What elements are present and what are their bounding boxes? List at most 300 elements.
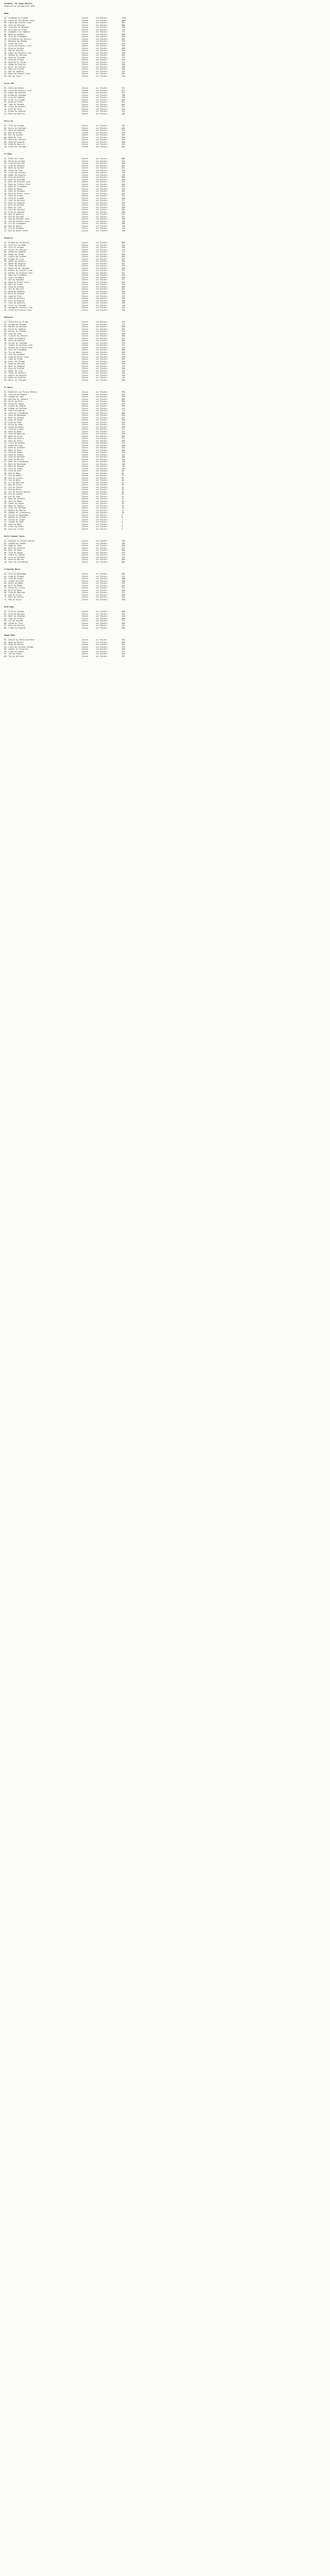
points-label: xx) Points: — [96, 38, 108, 40]
score-label: (Score — [81, 244, 88, 246]
entry-name: 50. Nova by Zodiac — [4, 504, 24, 507]
points-value: 561 — [122, 262, 125, 265]
entry-name: 22. Drift by Vectors — [4, 65, 26, 68]
points-label: xx) Points: — [96, 332, 108, 335]
score-label: (Score — [81, 484, 88, 486]
points-value: 911 — [122, 87, 125, 89]
points-value: 412 — [122, 556, 125, 558]
points-value: 850 — [122, 400, 125, 402]
points-value: 461 — [122, 643, 125, 646]
points-label: xx) Points: — [96, 509, 108, 512]
entry-name: 23. Moon by Exceed — [4, 68, 24, 70]
score-label: (Score — [81, 512, 88, 514]
points-value: 180 — [122, 299, 125, 302]
points-label: xx) Points: — [96, 442, 108, 444]
points-value: 655 — [122, 328, 125, 330]
score-label: (Score — [81, 518, 88, 521]
score-label: (Score — [81, 246, 88, 248]
points-label: xx) Points: — [96, 582, 108, 584]
points-value: 377 — [122, 437, 125, 439]
score-label: (Score — [81, 337, 88, 340]
entry-name: 03. Flow by Halcyon — [4, 162, 25, 164]
score-label: (Score — [81, 63, 88, 65]
points-label: xx) Points: — [96, 626, 108, 629]
points-value: 300 — [122, 444, 125, 447]
points-value: 400 — [122, 197, 125, 199]
points-value: 244 — [122, 70, 125, 73]
points-value: 281 — [122, 288, 125, 290]
entry-name: 01. Tiny by Orange — [4, 125, 24, 127]
section-rule: --------- — [4, 84, 14, 87]
entry-name: 18. Pearl by Orange — [4, 360, 25, 363]
points-value: 665 — [122, 127, 125, 129]
points-value: 35 — [122, 486, 124, 488]
points-value: 60 — [122, 477, 124, 479]
entry-name: 01. Clip by Orange — [4, 611, 24, 613]
score-label: (Score — [81, 304, 88, 307]
points-label: xx) Points: — [96, 172, 108, 174]
points-label: xx) Points: — [96, 96, 108, 98]
score-label: (Score — [81, 283, 88, 285]
points-value: 282 — [122, 209, 125, 211]
entry-name: 27. Ash by Psychic Link — [4, 218, 29, 220]
points-label: xx) Points: — [96, 587, 108, 589]
points-label: xx) Points: — [96, 355, 108, 358]
points-value: 470 — [122, 342, 125, 344]
entry-name: 24. Lamp by Tran — [4, 295, 22, 297]
points-value: 688 — [122, 176, 125, 178]
points-value: 590 — [122, 131, 125, 134]
points-value: 200 — [122, 367, 125, 369]
points-label: xx) Points: — [96, 174, 108, 176]
score-label: (Score — [81, 59, 88, 61]
entry-name: 05. Ditty by Moby — [4, 582, 23, 584]
points-label: xx) Points: — [96, 611, 108, 613]
entry-name: 08. Dope by Complex — [4, 33, 25, 36]
points-label: xx) Points: — [96, 589, 108, 591]
points-value: 433 — [122, 195, 125, 197]
entry-name: 10. Calm by Lizardking — [4, 412, 28, 414]
entry-name: 20. Wave by Siren — [4, 435, 23, 437]
score-label: (Score — [81, 164, 88, 167]
points-label: xx) Points: — [96, 195, 108, 197]
score-label: (Score — [81, 197, 88, 199]
score-label: (Score — [81, 265, 88, 267]
points-label: xx) Points: — [96, 620, 108, 622]
entry-name: 39. Yew by Nuke — [4, 479, 21, 481]
entry-name: 02. Portrait by Made — [4, 244, 26, 246]
points-label: xx) Points: — [96, 59, 108, 61]
points-value: 720 — [122, 174, 125, 176]
score-label: (Score — [81, 22, 88, 24]
score-label: (Score — [81, 582, 88, 584]
points-label: xx) Points: — [96, 556, 108, 558]
points-value: 400 — [122, 276, 125, 279]
score-label: (Score — [81, 178, 88, 181]
score-label: (Score — [81, 17, 88, 19]
score-label: (Score — [81, 31, 88, 33]
points-value: 866 — [122, 24, 125, 26]
points-value: 322 — [122, 442, 125, 444]
points-label: xx) Points: — [96, 323, 108, 326]
points-value: 884 — [122, 398, 125, 400]
score-label: (Score — [81, 258, 88, 260]
points-value: 222 — [122, 365, 125, 367]
points-label: xx) Points: — [96, 267, 108, 269]
points-label: xx) Points: — [96, 40, 108, 42]
points-label: xx) Points: — [96, 211, 108, 213]
points-label: xx) Points: — [96, 309, 108, 311]
section-rule: -------- — [4, 239, 13, 242]
points-label: xx) Points: — [96, 426, 108, 428]
entry-name: 22. Amber by Tran — [4, 369, 23, 372]
entry-name: 19. Leaf by Halcyon — [4, 199, 25, 201]
points-label: xx) Points: — [96, 112, 108, 115]
score-label: (Score — [81, 591, 88, 594]
entry-name: 19. Ruby by Halcyon — [4, 363, 25, 365]
points-value: 122 — [122, 227, 125, 229]
score-label: (Score — [81, 290, 88, 293]
points-value: 531 — [122, 337, 125, 340]
entry-name: 02. Legend by Skaven — [4, 542, 26, 545]
score-label: (Score — [81, 143, 88, 145]
points-value: 180 — [122, 220, 125, 223]
points-label: xx) Points: — [96, 225, 108, 227]
entry-name: 57. Cosmos by Kfmf — [4, 521, 24, 523]
entry-name: 13. Sway by Teque — [4, 419, 23, 421]
entry-name: 06. Crown by Abyss — [4, 650, 24, 653]
result-line — [4, 599, 326, 601]
points-value: 300 — [122, 63, 125, 65]
entry-name: 08. Echoes by Hoffman — [4, 407, 27, 410]
score-label: (Score — [81, 190, 88, 192]
entry-name: 26. Elm by Cascada — [4, 215, 24, 218]
entry-name: 25. Mono by Plastic Form — [4, 73, 30, 75]
points-label: xx) Points: — [96, 639, 108, 641]
score-label: (Score — [81, 45, 88, 47]
points-value: 322 — [122, 624, 125, 626]
score-label: (Score — [81, 615, 88, 617]
points-value: 45 — [122, 481, 124, 484]
points-value: 744 — [122, 248, 125, 251]
entry-name: 02. Sunrise by Skaven — [4, 393, 27, 396]
points-label: xx) Points: — [96, 106, 108, 108]
points-value: 90 — [122, 470, 124, 472]
score-label: (Score — [81, 134, 88, 136]
points-value: 812 — [122, 402, 125, 405]
entry-name: 07. Frost by Vectors — [4, 172, 26, 174]
result-line — [4, 113, 326, 115]
score-label: (Score — [81, 355, 88, 358]
points-label: xx) Points: — [96, 22, 108, 24]
entry-name: 05. Live by Complex — [4, 96, 25, 98]
score-label: (Score — [81, 622, 88, 624]
points-value: 331 — [122, 353, 125, 355]
entry-name: 30. Bay by Nooon — [4, 225, 22, 227]
entry-name: 26. Dawn by Dune — [4, 449, 22, 451]
points-label: xx) Points: — [96, 229, 108, 232]
score-label: (Score — [81, 172, 88, 174]
entry-name: 09. Ping by Maelcum — [4, 591, 25, 594]
points-value: 420 — [122, 433, 125, 435]
entry-name: 21. Mist by Chorus — [4, 437, 24, 439]
score-label: (Score — [81, 323, 88, 326]
points-label: xx) Points: — [96, 87, 108, 89]
points-label: xx) Points: — [96, 372, 108, 374]
score-label: (Score — [81, 490, 88, 493]
score-label: (Score — [81, 332, 88, 335]
entry-name: 37. Elm by Radix — [4, 474, 22, 477]
section-title: 4-Channel Music — [4, 568, 21, 570]
points-value: 578 — [122, 40, 125, 42]
points-label: xx) Points: — [96, 209, 108, 211]
points-label: xx) Points: — [96, 398, 108, 400]
score-label: (Score — [81, 24, 88, 26]
score-label: (Score — [81, 363, 88, 365]
result-line — [4, 230, 326, 232]
entry-name: 01. Dragon by Visualize — [4, 242, 29, 244]
points-label: xx) Points: — [96, 502, 108, 504]
entry-name: 08. Ember by Digital — [4, 174, 26, 176]
score-label: (Score — [81, 160, 88, 162]
points-label: xx) Points: — [96, 28, 108, 31]
points-value: 500 — [122, 267, 125, 269]
points-value: 140 — [122, 463, 125, 465]
entry-name: 34. Fern by Teque — [4, 467, 23, 470]
points-value: 402 — [122, 54, 125, 56]
entry-name: 24. Quartz by Digital — [4, 374, 27, 377]
points-label: xx) Points: — [96, 288, 108, 290]
points-label: xx) Points: — [96, 73, 108, 75]
document-title: Assembly '96 Compo Results — [4, 3, 32, 5]
entry-name: 07. Cyboman 3 by Complex — [4, 31, 30, 33]
points-label: xx) Points: — [96, 367, 108, 369]
entry-name: 02. Stash by The Black Lotus — [4, 19, 35, 22]
score-label: (Score — [81, 405, 88, 407]
entry-name: 45. Sea by Skaven — [4, 493, 23, 495]
score-label: (Score — [81, 256, 88, 258]
score-label: (Score — [81, 215, 88, 218]
points-label: xx) Points: — [96, 293, 108, 295]
points-label: xx) Points: — [96, 467, 108, 470]
points-label: xx) Points: — [96, 523, 108, 526]
points-label: xx) Points: — [96, 56, 108, 59]
entry-name: 01. Orbit by Prime — [4, 158, 24, 160]
points-value: 50 — [122, 479, 124, 481]
score-label: (Score — [81, 620, 88, 622]
entry-name: 42. Ivy by Chorus — [4, 486, 23, 488]
points-value: 400 — [122, 617, 125, 620]
points-label: xx) Points: — [96, 68, 108, 70]
entry-name: 04. Jingle by Kfmf — [4, 580, 24, 582]
score-label: (Score — [81, 65, 88, 68]
entry-name: 28. Sand by Zodiac — [4, 453, 24, 456]
points-label: xx) Points: — [96, 269, 108, 272]
score-label: (Score — [81, 423, 88, 426]
score-label: (Score — [81, 279, 88, 281]
score-label: (Score — [81, 272, 88, 274]
section-rule: --------------- — [4, 570, 21, 573]
points-label: xx) Points: — [96, 162, 108, 164]
points-label: xx) Points: — [96, 528, 108, 530]
points-label: xx) Points: — [96, 433, 108, 435]
points-label: xx) Points: — [96, 400, 108, 402]
points-value: 288 — [122, 65, 125, 68]
results-section — [4, 82, 326, 115]
result-line — [4, 528, 326, 531]
score-label: (Score — [81, 335, 88, 337]
points-value: 874 — [122, 89, 125, 92]
points-value: 400 — [122, 435, 125, 437]
score-label: (Score — [81, 229, 88, 232]
score-label: (Score — [81, 96, 88, 98]
score-label: (Score — [81, 447, 88, 449]
points-label: xx) Points: — [96, 206, 108, 209]
entry-name: 10. Ultraforce by Vectors — [4, 38, 31, 40]
points-value: 350 — [122, 281, 125, 283]
points-value: 461 — [122, 192, 125, 195]
section-title: Wild Demo — [4, 606, 14, 608]
results-section — [4, 12, 326, 77]
score-label: (Score — [81, 28, 88, 31]
score-label: (Score — [81, 201, 88, 204]
points-label: xx) Points: — [96, 439, 108, 442]
points-label: xx) Points: — [96, 248, 108, 251]
entry-name: 07. Groove by Zodiac — [4, 405, 26, 407]
score-label: (Score — [81, 176, 88, 178]
score-label: (Score — [81, 253, 88, 256]
score-label: (Score — [81, 624, 88, 626]
points-label: xx) Points: — [96, 449, 108, 451]
points-label: xx) Points: — [96, 70, 108, 73]
points-label: xx) Points: — [96, 197, 108, 199]
score-label: (Score — [81, 589, 88, 591]
score-label: (Score — [81, 421, 88, 423]
entry-name: 31. Root by Lizardking — [4, 461, 28, 463]
points-label: xx) Points: — [96, 498, 108, 500]
score-label: (Score — [81, 578, 88, 580]
points-label: xx) Points: — [96, 573, 108, 575]
score-label: (Score — [81, 437, 88, 439]
points-label: xx) Points: — [96, 283, 108, 285]
points-value: 500 — [122, 340, 125, 342]
entry-name: 12. Fount by Tran — [4, 42, 23, 45]
entry-name: 07. Fable by Zodiac — [4, 554, 25, 556]
points-value: 160 — [122, 372, 125, 374]
document-header — [4, 3, 326, 7]
entry-name: 29. Fir by Flashback — [4, 223, 26, 225]
entry-name: 31. Ivy by Oxygene — [4, 227, 24, 229]
entry-name: 03. City by Orange — [4, 246, 24, 248]
score-label: (Score — [81, 321, 88, 323]
result-line — [4, 309, 326, 312]
score-label: (Score — [81, 344, 88, 346]
score-label: (Score — [81, 125, 88, 127]
points-label: xx) Points: — [96, 470, 108, 472]
score-label: (Score — [81, 617, 88, 620]
points-label: xx) Points: — [96, 185, 108, 188]
points-value: 650 — [122, 414, 125, 416]
points-value: 433 — [122, 646, 125, 648]
entry-name: 33. Moss by Elwood — [4, 465, 24, 467]
points-value: 222 — [122, 295, 125, 297]
results-section — [4, 568, 326, 601]
points-value: 711 — [122, 410, 125, 412]
points-label: xx) Points: — [96, 302, 108, 304]
entry-name: 20. Opal by Complex — [4, 365, 25, 367]
points-value: 755 — [122, 172, 125, 174]
score-label: (Score — [81, 40, 88, 42]
points-label: xx) Points: — [96, 281, 108, 283]
score-label: (Score — [81, 461, 88, 463]
points-value: 5 — [122, 523, 123, 526]
entry-name: 23. Fern by Vectors — [4, 209, 25, 211]
points-label: xx) Points: — [96, 199, 108, 201]
points-value: 982 — [122, 22, 125, 24]
points-value: 520 — [122, 188, 125, 190]
points-label: xx) Points: — [96, 490, 108, 493]
points-label: xx) Points: — [96, 169, 108, 172]
points-value: 590 — [122, 419, 125, 421]
points-label: xx) Points: — [96, 444, 108, 447]
points-value: 590 — [122, 542, 125, 545]
score-label: (Score — [81, 75, 88, 77]
entry-name: 13. Iron by Flashback — [4, 349, 27, 351]
points-label: xx) Points: — [96, 456, 108, 458]
entry-name: 19. Wolf by Prime — [4, 283, 23, 285]
points-value: 683 — [122, 253, 125, 256]
points-value: 640 — [122, 36, 125, 38]
points-value: 388 — [122, 558, 125, 561]
section-rule: -------- — [4, 122, 13, 125]
points-label: xx) Points: — [96, 540, 108, 542]
points-value: 470 — [122, 551, 125, 554]
points-value: 300 — [122, 626, 125, 629]
points-label: xx) Points: — [96, 542, 108, 545]
points-value: 360 — [122, 561, 125, 563]
points-label: xx) Points: — [96, 518, 108, 521]
points-value: 260 — [122, 68, 125, 70]
score-label: (Score — [81, 639, 88, 641]
points-value: 533 — [122, 265, 125, 267]
score-label: (Score — [81, 136, 88, 139]
section-rule: --------- — [4, 608, 14, 611]
points-label: xx) Points: — [96, 141, 108, 143]
points-label: xx) Points: — [96, 412, 108, 414]
points-value: 441 — [122, 554, 125, 556]
score-label: (Score — [81, 451, 88, 453]
entry-name: 14. Tin by Nooon — [4, 351, 22, 353]
score-label: (Score — [81, 410, 88, 412]
points-label: xx) Points: — [96, 131, 108, 134]
entry-name: 25. Dusk by Jeskola — [4, 447, 25, 449]
entry-name: 10. Zap by Siren — [4, 594, 22, 596]
entry-name: 01. Nightfall by Purple Motion — [4, 391, 37, 393]
entry-name: 04. Forest by Halcyon — [4, 248, 27, 251]
score-label: (Score — [81, 514, 88, 516]
section-title: Intro 4k — [4, 120, 13, 122]
score-label: (Score — [81, 127, 88, 129]
points-label: xx) Points: — [96, 402, 108, 405]
entry-name: 08. Seed by Digital — [4, 141, 25, 143]
points-value: 510 — [122, 45, 125, 47]
points-value: 744 — [122, 407, 125, 410]
points-value: 360 — [122, 351, 125, 353]
points-label: xx) Points: — [96, 410, 108, 412]
points-value: 322 — [122, 204, 125, 206]
points-label: xx) Points: — [96, 188, 108, 190]
points-value: 300 — [122, 206, 125, 209]
